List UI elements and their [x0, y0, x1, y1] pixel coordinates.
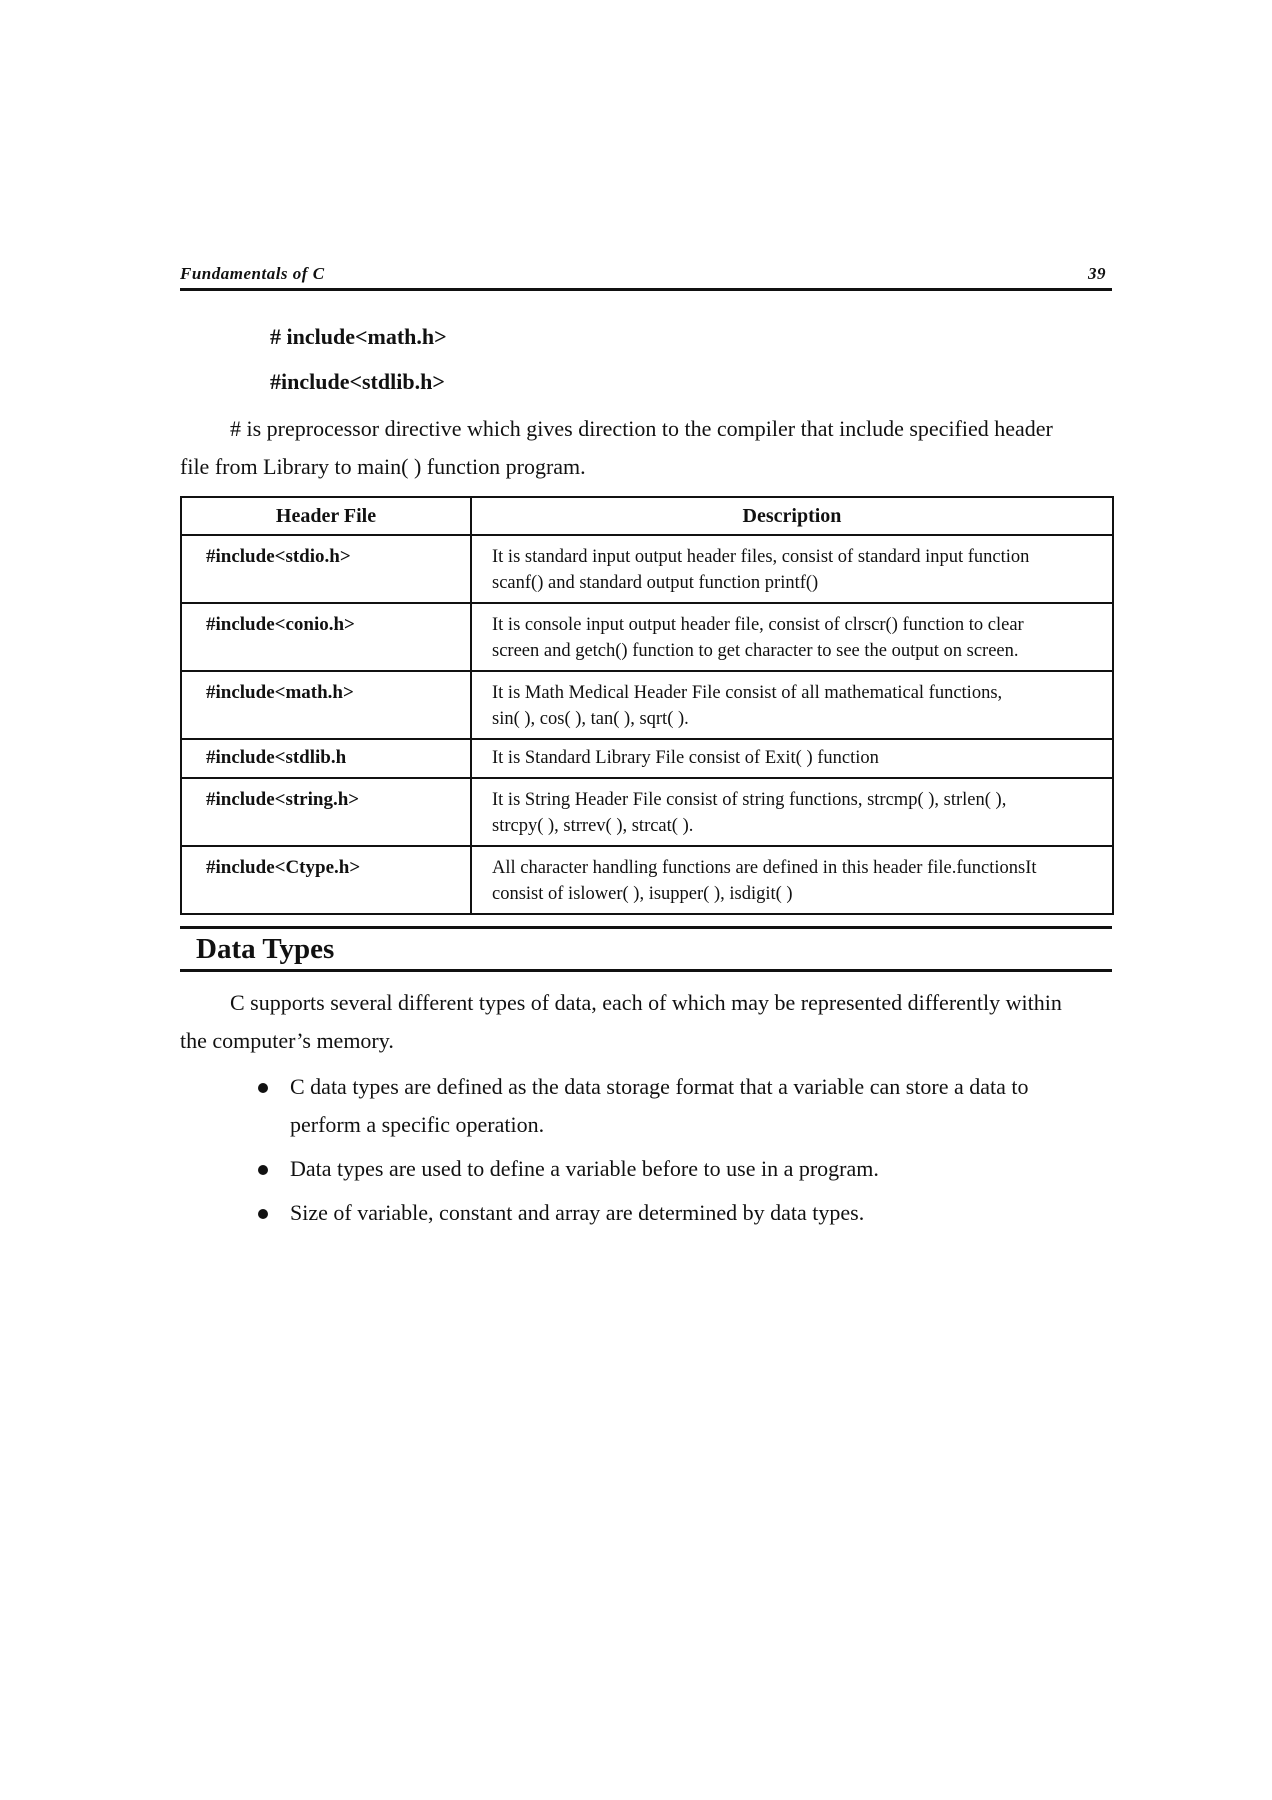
table-header-description: Description	[471, 497, 1113, 535]
header-file-cell: #include<string.h>	[181, 778, 471, 846]
description-line: consist of islower( ), isupper( ), isdigit( )	[492, 884, 793, 904]
code-line-math: # include<math.h>	[270, 324, 447, 349]
list-item	[258, 1150, 1118, 1188]
description-line: strcpy( ), strrev( ), strcat( ).	[492, 816, 694, 836]
section-title: Data Types	[196, 933, 335, 965]
table-row	[181, 535, 1113, 603]
description-line: It is Standard Library File consist of Exit( ) function	[492, 748, 879, 768]
description-line: It is String Header File consist of string functions, strcmp( ), strlen( ),	[492, 790, 1007, 810]
intro-paragraph	[180, 410, 1118, 486]
table-header-header-file: Header File	[181, 497, 471, 535]
data-types-line-1: C supports several different types of data, each of which may be represented differently within	[230, 990, 1062, 1015]
description-line: It is standard input output header files, consist of standard input function	[492, 547, 1030, 567]
intro-line-2: file from Library to main( ) function program.	[180, 454, 586, 479]
description-line: scanf() and standard output function printf()	[492, 573, 819, 593]
data-types-line-2: the computer’s memory.	[180, 1028, 394, 1053]
bullet-text-line: Data types are used to define a variable before to use in a program.	[290, 1156, 879, 1181]
header-file-cell: #include<math.h>	[181, 671, 471, 739]
description-cell	[471, 846, 1113, 914]
table-row	[181, 778, 1113, 846]
running-header	[180, 260, 1112, 291]
description-cell	[471, 535, 1113, 603]
description-line: All character handling functions are defined in this header file.functionsIt	[492, 858, 1037, 878]
table-row	[181, 671, 1113, 739]
header-file-cell: #include<Ctype.h>	[181, 846, 471, 914]
header-file-cell: #include<stdlib.h	[181, 739, 471, 778]
bullet-icon	[258, 1083, 268, 1093]
bullet-list	[258, 1068, 1118, 1238]
bullet-text-line: perform a specific operation.	[290, 1112, 545, 1137]
code-line-stdlib: #include<stdlib.h>	[270, 369, 445, 394]
list-item	[258, 1194, 1118, 1232]
header-file-cell: #include<stdio.h>	[181, 535, 471, 603]
intro-line-1: # is preprocessor directive which gives direction to the compiler that include specified header	[230, 416, 1053, 441]
running-header-title: Fundamentals of C	[180, 264, 325, 283]
description-line: It is Math Medical Header File consist of all mathematical functions,	[492, 683, 1003, 703]
bullet-text-line: Size of variable, constant and array are determined by data types.	[290, 1200, 865, 1225]
description-line: screen and getch() function to get character to see the output on screen.	[492, 641, 1019, 661]
description-line: It is console input output header file, consist of clrscr() function to clear	[492, 615, 1024, 635]
section-heading	[180, 926, 1112, 972]
data-types-paragraph	[180, 984, 1118, 1060]
header-file-cell: #include<conio.h>	[181, 603, 471, 671]
header-files-table	[180, 496, 1114, 915]
table-row	[181, 739, 1113, 778]
description-cell	[471, 603, 1113, 671]
bullet-icon	[258, 1209, 268, 1219]
list-item	[258, 1068, 1118, 1144]
table-row	[181, 846, 1113, 914]
description-cell	[471, 671, 1113, 739]
description-line: sin( ), cos( ), tan( ), sqrt( ).	[492, 709, 689, 729]
table-row	[181, 603, 1113, 671]
page-number: 39	[1088, 264, 1106, 283]
description-cell	[471, 739, 1113, 778]
bullet-text-line: C data types are defined as the data storage format that a variable can store a data to	[290, 1074, 1029, 1099]
description-cell	[471, 778, 1113, 846]
bullet-icon	[258, 1165, 268, 1175]
